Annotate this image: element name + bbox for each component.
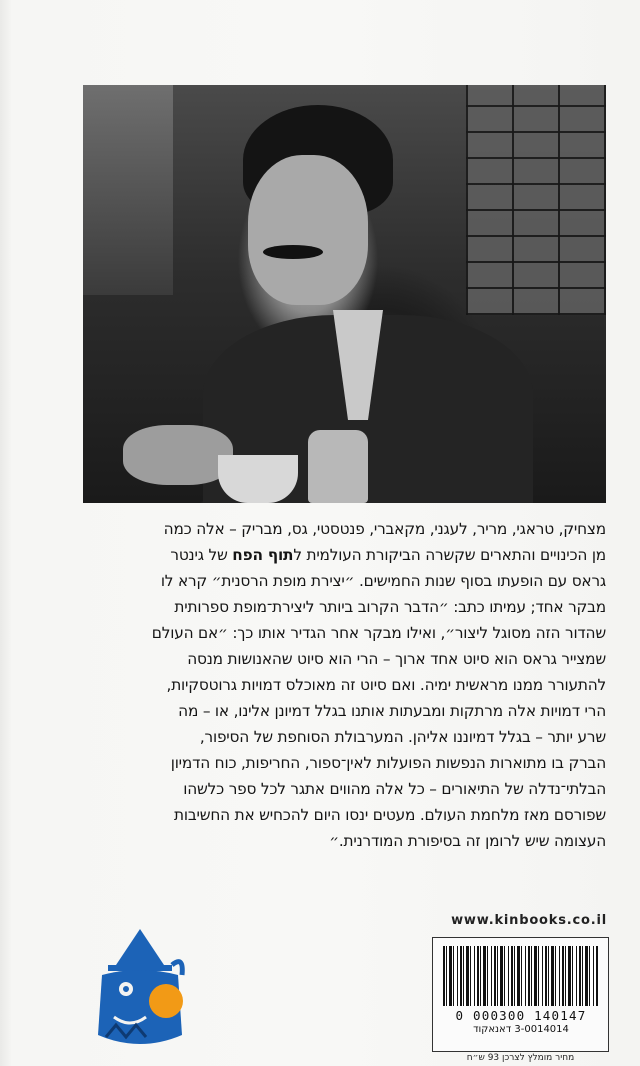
blurb-line: הרי דמויות אלה מרתקות ומבעתות אותנו בגלל דמיונן אלינו, או – מה: [178, 702, 606, 720]
blurb-line: הבלתי־נדלה של התיאורים – כל אלה מהווים אתגר לכל ספר כלשהו: [183, 780, 606, 798]
blurb-line: העצומה שיש לרומן זה בסיפורת המודרנית.״: [329, 832, 606, 850]
photo-cup: [218, 455, 298, 503]
blurb-text-span: של גינטר: [170, 546, 233, 564]
blurb-line: להתעורר ממנו מראשית ימיה. ואם סיוט זה מאוכלס דמויות גרוטסקיות,: [166, 676, 606, 694]
barcode-number: 0 000300 140147: [455, 1008, 587, 1023]
blurb-line: מבקר אחד; עמיתו כתב: ״הדבר הקרוב ביותר ליצירת־מופת ספרותית: [174, 598, 606, 616]
barcode-icon: [443, 946, 598, 1006]
book-title: תוף הפח: [232, 546, 294, 564]
photo-face: [248, 155, 368, 305]
author-portrait-photo: [83, 85, 606, 503]
barcode-box: [432, 937, 609, 1052]
blurb-line: שמצייר גראס הוא סיוט אחד ארוך – הרי הוא סיוט שהאנושות מנסה: [187, 650, 606, 668]
blurb-line: שפורסם מאז מלחמת העולם. מעטים ינסו היום להכחיש את החשיבות: [174, 806, 606, 824]
blurb-line: גראס עם הופעתו בסוף שנות החמישים. ״יצירת מופת הרסנית״ קרא לו: [160, 572, 606, 590]
photo-background-bricks: [466, 85, 606, 315]
publisher-logo-icon: [86, 925, 194, 1053]
blurb-line: שרע יותר – בגלל דמיוננו אליהן. המערבולת הסוחפת של הסיפור,: [199, 728, 606, 746]
photo-moustache: [263, 245, 323, 259]
blurb-line: שהדור הזה מסוגל ליצור״, ואילו מבקר אחר הגדיר אותו כך: ״אם העולם: [151, 624, 606, 642]
blurb-line: [84, 542, 606, 568]
price-note: מחיר מומלץ לצרכן 93 ש״ח: [466, 1053, 575, 1063]
blurb-text-span: מן הכינויים והתארים שקשרה הביקורת העולמית ל: [293, 546, 606, 564]
photo-hand: [123, 425, 233, 485]
dk-code: 3-0014014 דאנאקוד: [473, 1024, 569, 1035]
publisher-website: www.kinbooks.co.il: [451, 913, 607, 928]
blurb-line: הברק בו מתוארות הנפשות הפועלות לאין־ספור, החריפות, כוח הדמיון: [170, 754, 606, 772]
photo-pot: [308, 430, 368, 503]
blurb-text: [84, 516, 606, 854]
photo-background-window: [83, 85, 173, 295]
blurb-line: מצחיק, טראגי, מריר, לעגני, מקאברי, פנטסטי, גס, מבריק – אלה כמה: [163, 520, 606, 538]
